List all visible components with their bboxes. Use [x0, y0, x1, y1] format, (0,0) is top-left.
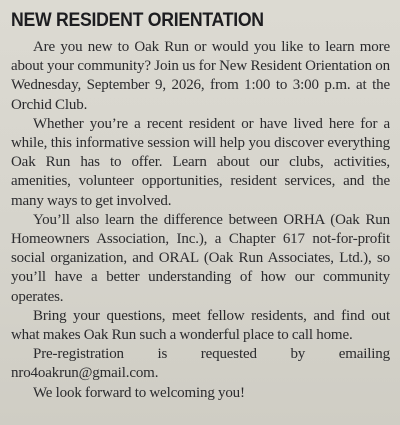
article-paragraph-closing: We look forward to welcoming you! [33, 384, 245, 401]
article-title: NEW RESIDENT ORIENTATION [11, 10, 264, 31]
article-paragraph-session: Whether you’re a recent resident or have lived here for a while, this informative session will help you discover everything Oak Run has to offer. Learn about our clubs, activities, amenities, volunteer opportunities, resident services, and the many ways to get involved. [11, 115, 390, 209]
article-paragraph-registration: Pre-registration is requested by emailing nro4oakrun@gmail.com. [11, 346, 390, 382]
article-paragraph-questions: Bring your questions, meet fellow residents, and find out what makes Oak Run such a wonderful place to call home. [11, 307, 390, 344]
article-paragraph-intro: Are you new to Oak Run or would you like to learn more about your community? Join us for New Resident Orientation on Wednesday, September 9, 2026, from 1:00 to 3:00 p.m. at the Orchid Club. [11, 39, 390, 113]
article-paragraph-orha-oral: You’ll also learn the difference between ORHA (Oak Run Homeowners Association, Inc.), a Chapter 617 not-for-profit social organization, and ORAL (Oak Run Associates, Ltd.), so you’ll have a better understanding of how our community operates. [11, 211, 390, 305]
